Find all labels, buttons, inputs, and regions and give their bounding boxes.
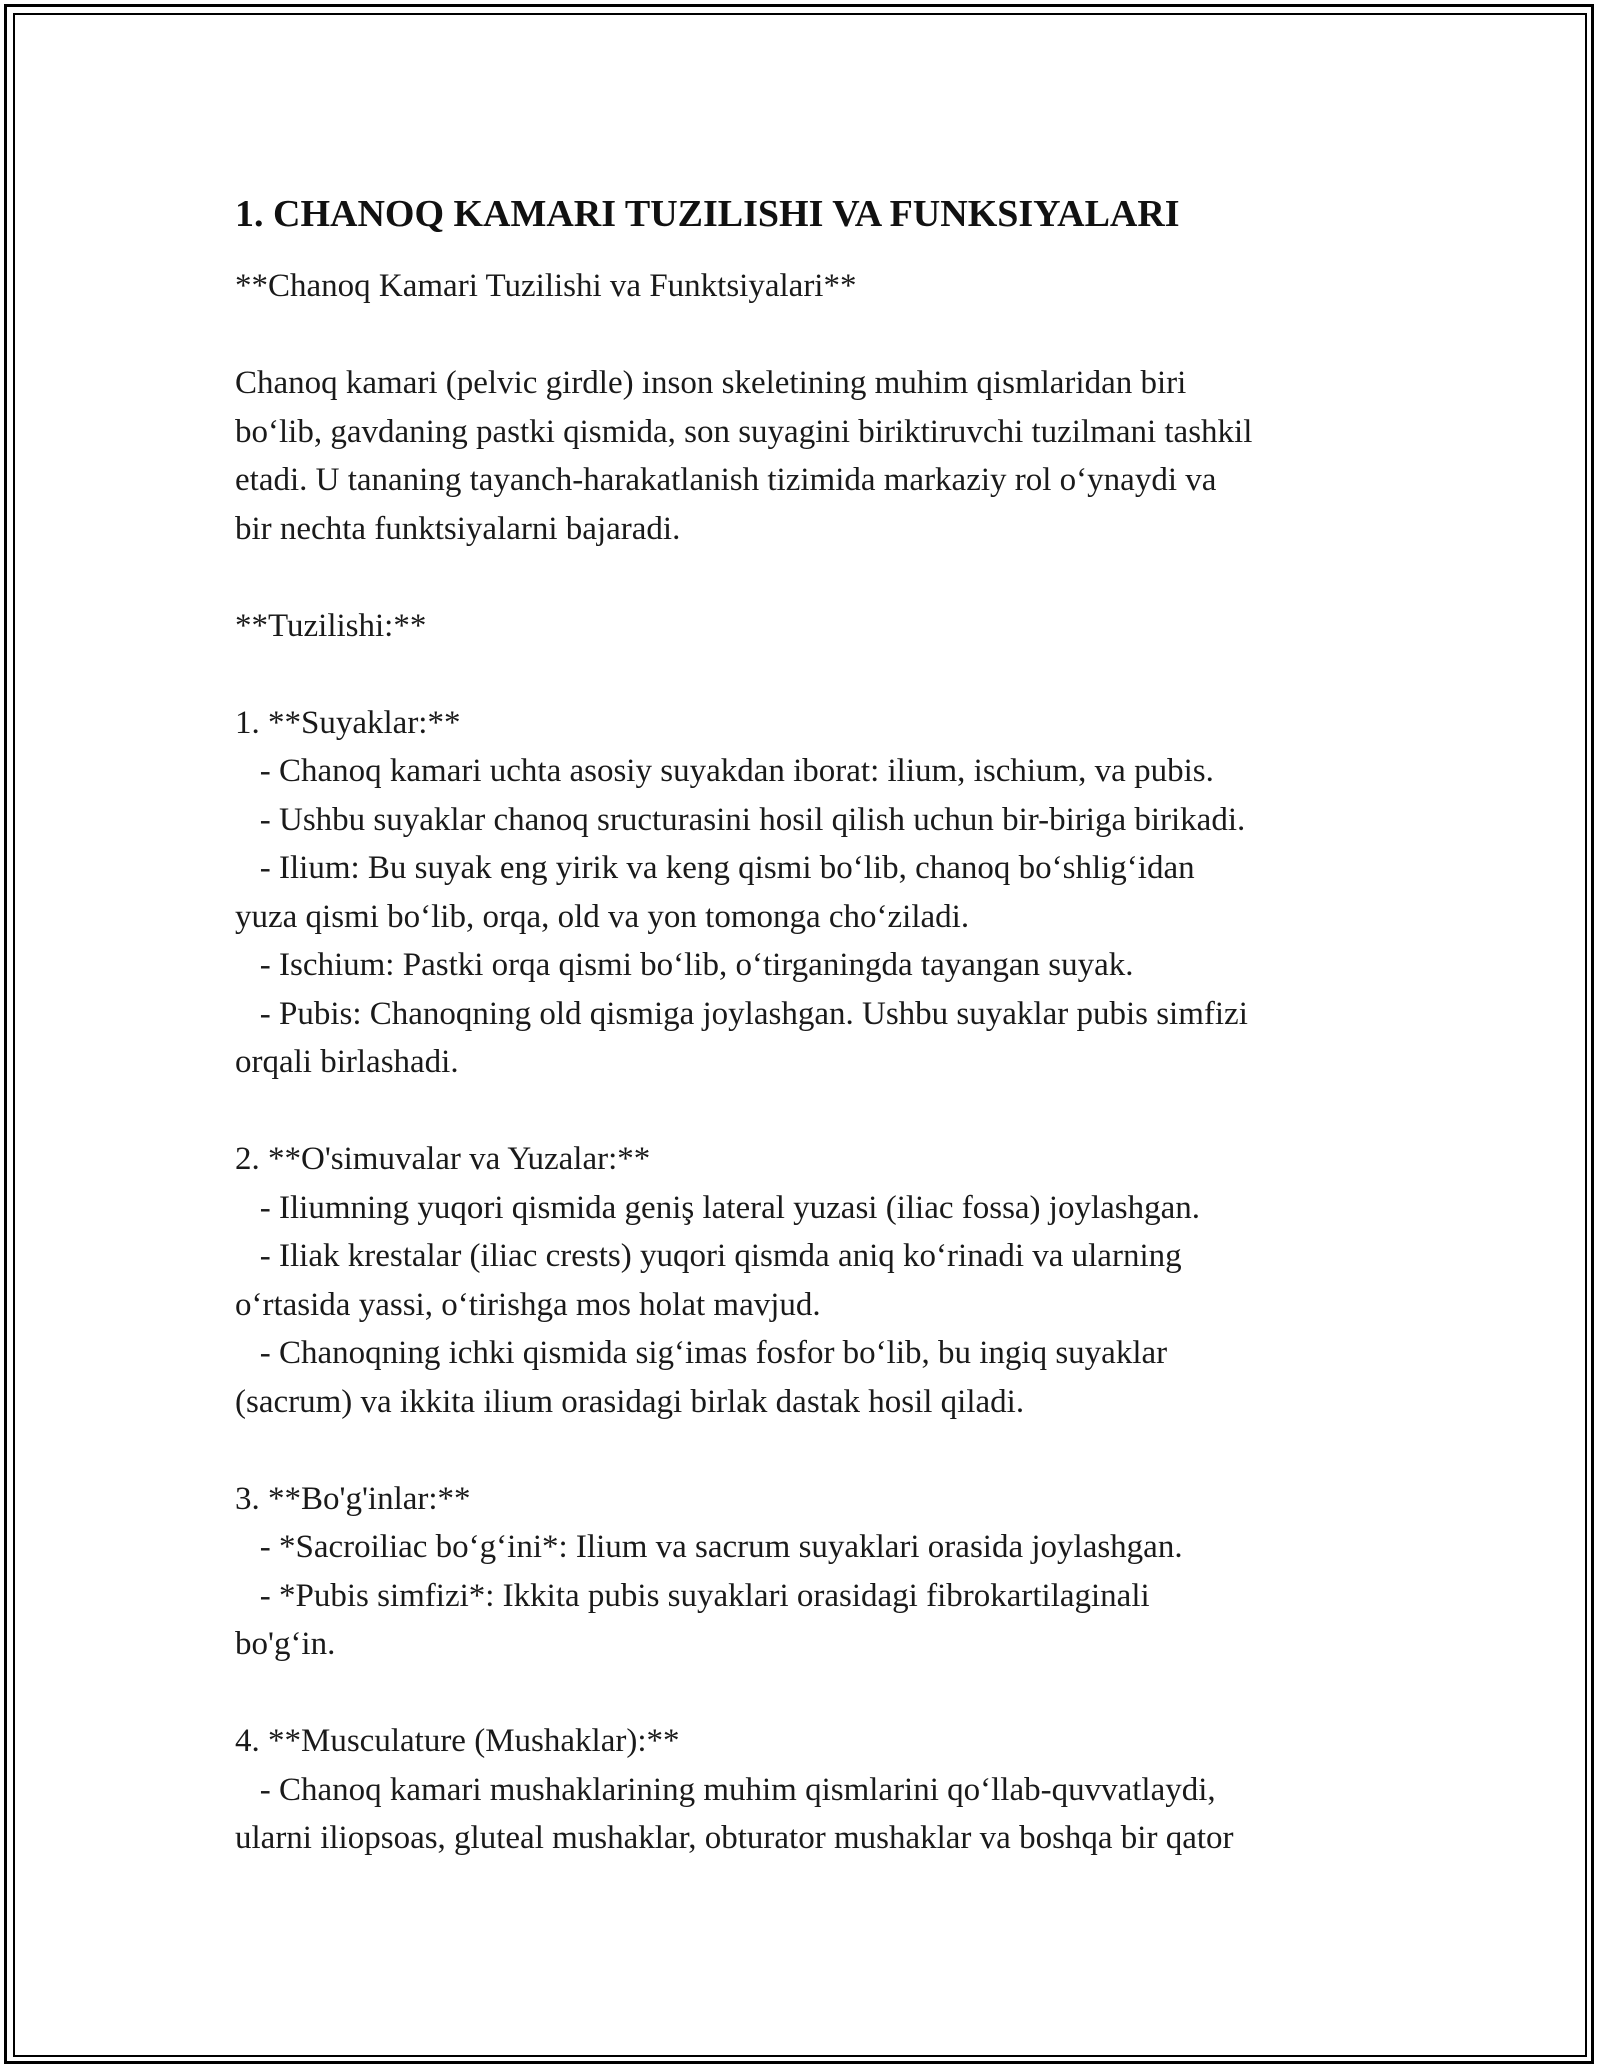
text-line: Chanoq kamari (pelvic girdle) inson skeletining muhim qismlaridan biri	[235, 365, 1187, 401]
text-line: 4. **Musculature (Mushaklar):**	[235, 1723, 680, 1759]
text-line: **Chanoq Kamari Tuzilishi va Funktsiyalari**	[235, 268, 857, 304]
blank-line	[235, 553, 1375, 602]
blank-line	[235, 1087, 1375, 1136]
text-line: 3. **Bo'g'inlar:**	[235, 1480, 471, 1517]
blank-line	[235, 1669, 1375, 1718]
document-body	[235, 190, 1375, 1863]
text-line: - Pubis: Chanoqning old qismiga joylashgan. Ushbu suyaklar pubis simfizi	[235, 995, 1248, 1032]
blank-line	[235, 1426, 1375, 1475]
text-line: - Iliak krestalar (iliac crests) yuqori qismda aniq ko‘rinadi va ularning	[235, 1238, 1182, 1274]
document-heading: 1. CHANOQ KAMARI TUZILISHI VA FUNKSIYALARI	[235, 193, 1180, 235]
text-line: - *Sacroiliac bo‘g‘ini*: Ilium va sacrum suyaklari orasida joylashgan.	[235, 1529, 1183, 1565]
text-line: o‘rtasida yassi, o‘tirishga mos holat mavjud.	[235, 1286, 821, 1323]
text-line: yuza qismi bo‘lib, orqa, old va yon tomonga cho‘ziladi.	[235, 898, 970, 935]
text-line: bir nechta funktsiyalarni bajaradi.	[235, 510, 681, 547]
text-line: - Chanoq kamari mushaklarining muhim qismlarini qo‘llab-quvvatlaydi,	[235, 1771, 1216, 1808]
text-line: 1. **Suyaklar:**	[235, 704, 461, 741]
blank-line	[235, 311, 1375, 360]
text-line: orqali birlashadi.	[235, 1044, 459, 1080]
text-line: - Chanoq kamari uchta asosiy suyakdan iborat: ilium, ischium, va pubis.	[235, 753, 1214, 789]
text-line: (sacrum) va ikkita ilium orasidagi birlak dastak hosil qiladi.	[235, 1383, 1025, 1420]
text-line: etadi. U tananing tayanch-harakatlanish tizimida markaziy rol o‘ynaydi va	[235, 462, 1217, 498]
text-line: **Tuzilishi:**	[235, 607, 427, 644]
blank-line	[235, 650, 1375, 699]
text-line: - Ischium: Pastki orqa qismi bo‘lib, o‘tirganingda tayangan suyak.	[235, 947, 1134, 983]
text-line: - Ilium: Bu suyak eng yirik va keng qismi bo‘lib, chanoq bo‘shlig‘idan	[235, 850, 1195, 886]
text-line: 2. **O'simuvalar va Yuzalar:**	[235, 1141, 651, 1177]
document-text	[235, 262, 1375, 1863]
text-line: - Iliumning yuqori qismida geniş lateral yuzasi (iliac fossa) joylashgan.	[235, 1189, 1201, 1226]
text-line: - Chanoqning ichki qismida sig‘imas fosfor bo‘lib, bu ingiq suyaklar	[235, 1335, 1168, 1371]
text-line: - *Pubis simfizi*: Ikkita pubis suyaklari orasidagi fibrokartilaginali	[235, 1577, 1150, 1614]
text-line: - Ushbu suyaklar chanoq sructurasini hosil qilish uchun bir-biriga birikadi.	[235, 801, 1246, 838]
text-line: bo'g‘in.	[235, 1626, 336, 1662]
text-line: bo‘lib, gavdaning pastki qismida, son suyagini biriktiruvchi tuzilmani tashkil	[235, 413, 1253, 450]
text-line: ularni iliopsoas, gluteal mushaklar, obturator mushaklar va boshqa bir qator	[235, 1820, 1234, 1856]
